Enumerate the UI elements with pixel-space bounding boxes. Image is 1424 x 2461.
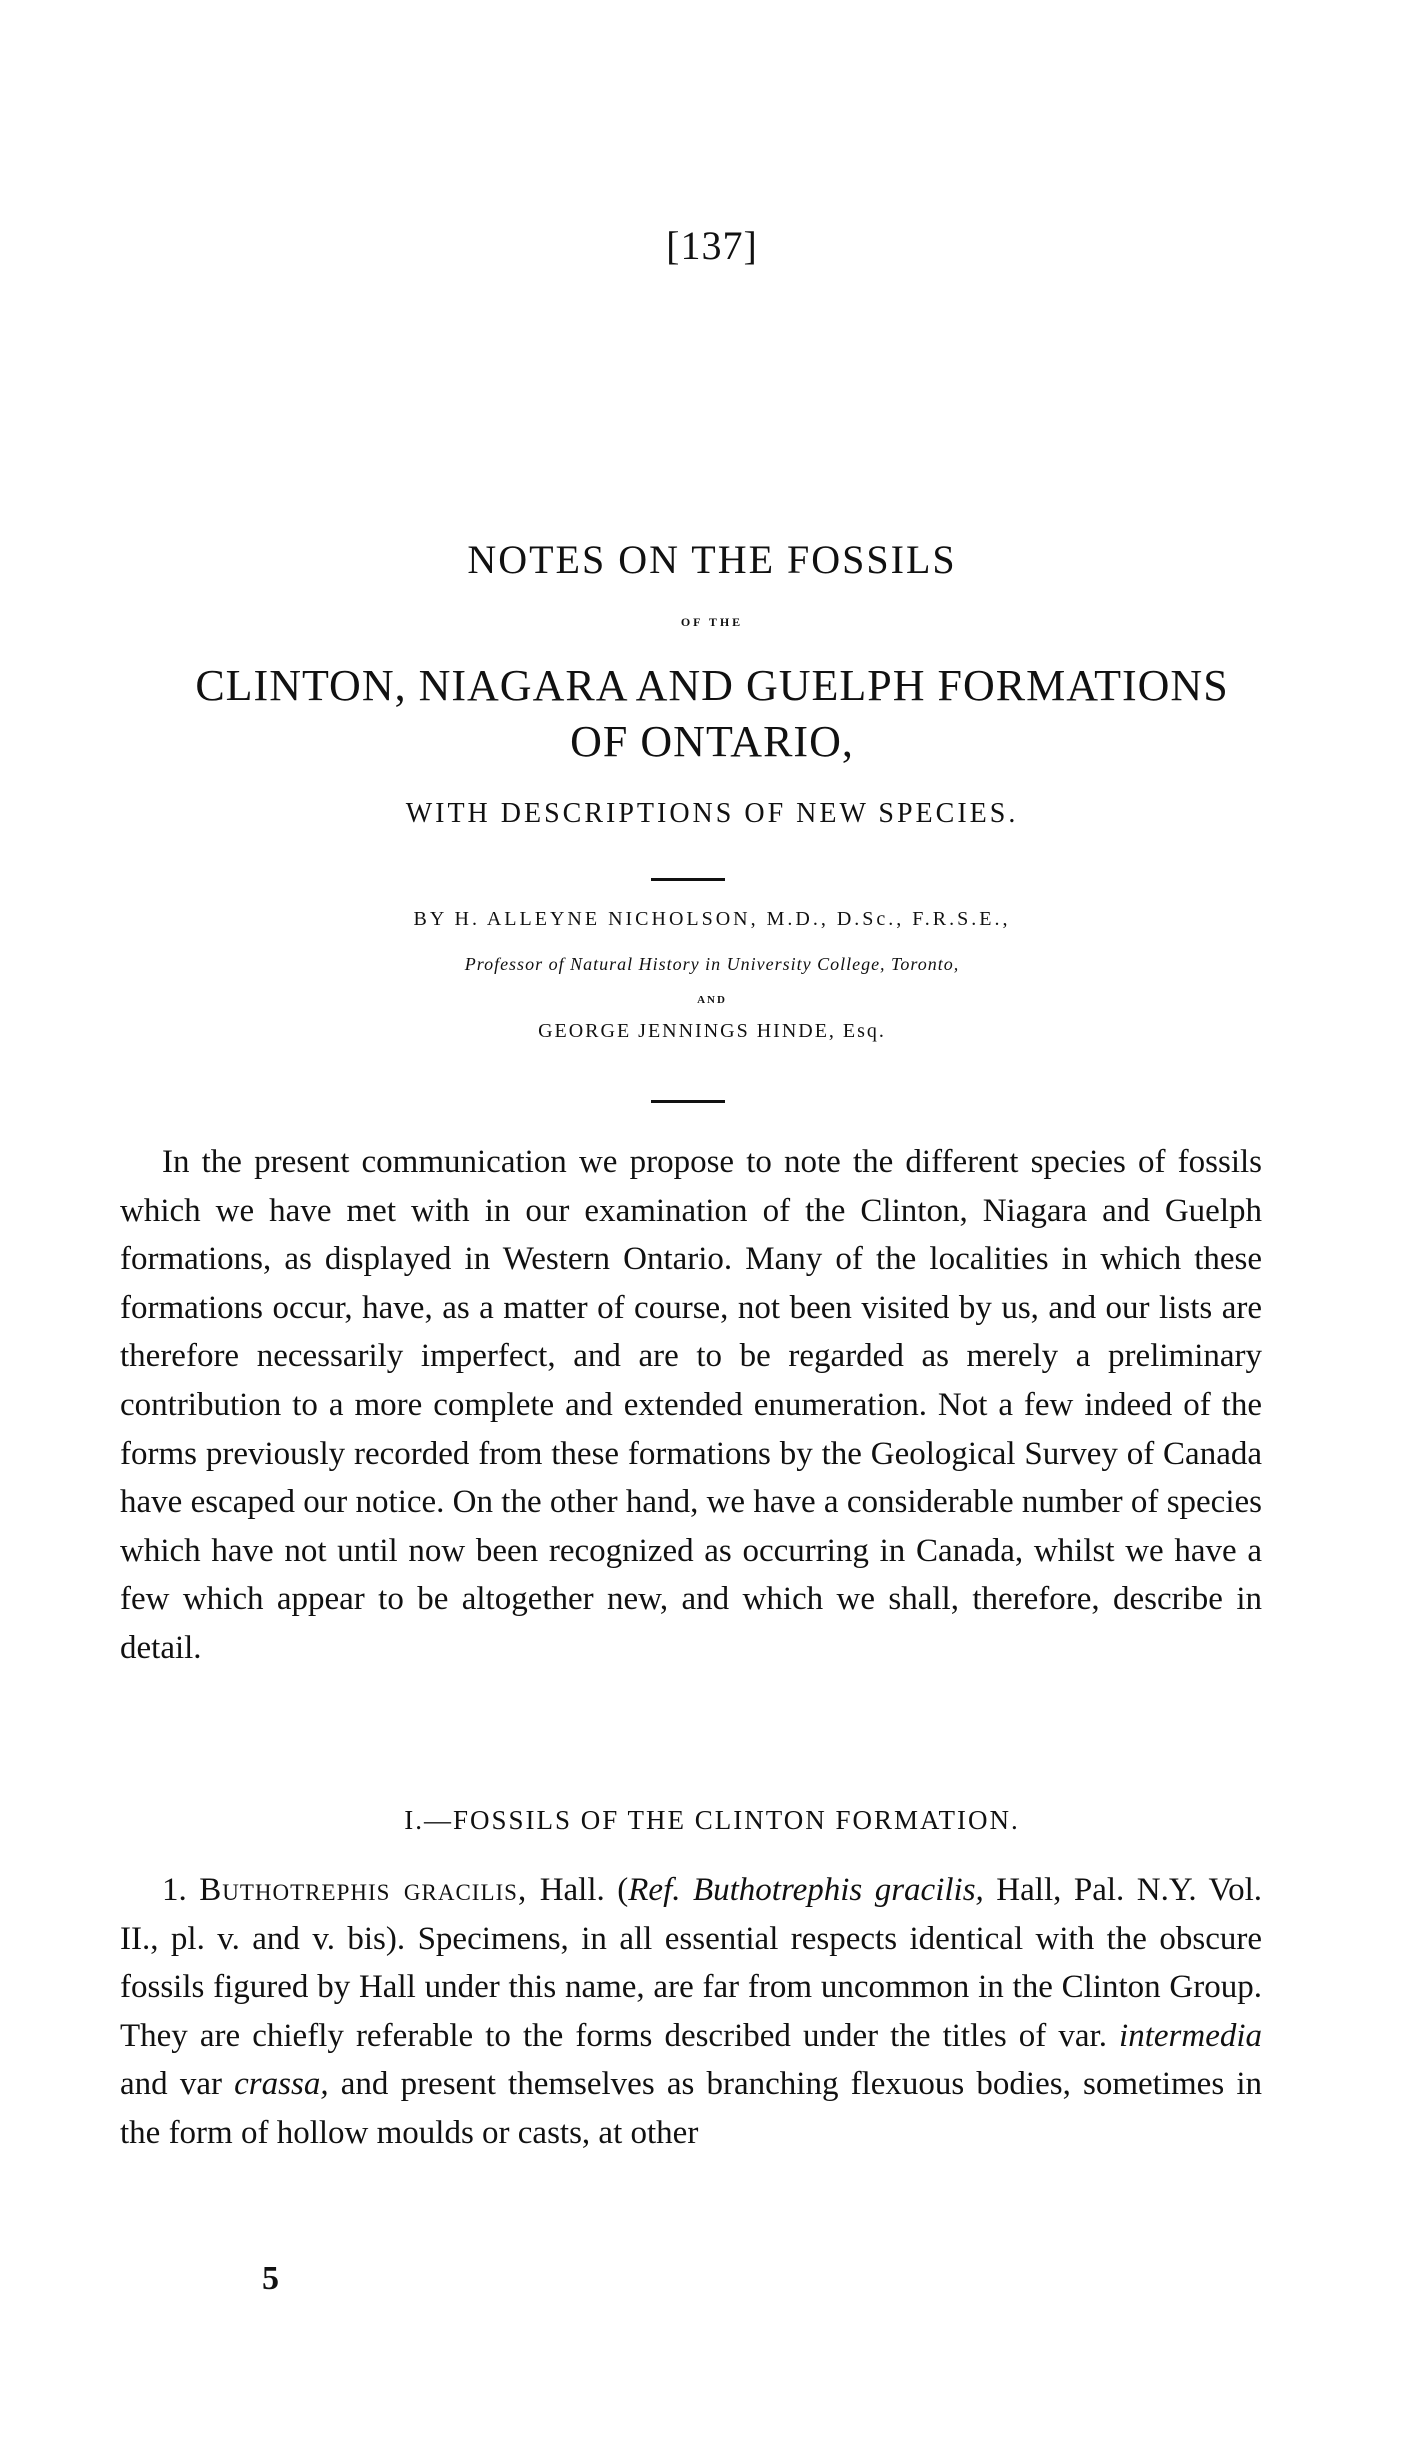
title-line-1: NOTES ON THE FOSSILS — [467, 537, 957, 582]
intro-paragraph: In the present communication we propose to note the different species of fossils which we have met with in our examination of the Clinton, Niagara and Guelph formations, as displayed in Western Ontario. Many of the localities in which these formations occur, have, as a matter of course, not been visited by us, and our lists are therefore necessarily imperfect, and are to be regarded as merely a preliminary contribution to a more complete and extended enumeration. Not a few indeed of the forms previously recorded from these formations by the Geological Survey of Canada have escaped our notice. On the other hand, we have a considerable number of species which have not until now been recognized as occurring in Canada, whilst we have a few which appear to be altogether new, and which we shall, therefore, describe in detail. — [120, 1144, 1262, 1666]
entry-reference: Hall, Pal. N.Y. Vol. II., pl. v. and v. bis). — [120, 1872, 1263, 1957]
divider-rule-bottom — [651, 1100, 725, 1103]
divider-rule-top — [651, 878, 725, 881]
author-and: AND — [697, 994, 727, 1006]
entry-body-1: Specimens, in all essential respects identical with the obscure fossils figured by Hall under this name, are far from uncommon in the Clinton Group. They are chiefly referable to the forms described under the titles of var. — [120, 1920, 1263, 2054]
second-author: GEORGE JENNINGS HINDE, Esq. — [538, 1020, 886, 1042]
entry-variety-2: crassa, — [234, 2066, 329, 2103]
entry-paragraph — [120, 1866, 1262, 2158]
title-line-3: OF ONTARIO, — [570, 717, 854, 766]
entry-variety-1: intermedia — [1119, 2017, 1263, 2054]
entry-number: 1. — [162, 1872, 187, 1908]
title-line-2: CLINTON, NIAGARA AND GUELPH FORMATIONS — [195, 661, 1229, 710]
entry-species-name: Buthotrephis gracilis, — [199, 1872, 528, 1908]
title-of-the: OF THE — [680, 615, 744, 629]
author-affiliation: Professor of Natural History in University College, Toronto, — [464, 954, 960, 974]
entry-ref-open: ( — [617, 1872, 629, 1908]
entry-body-2: and var — [120, 2066, 222, 2103]
entry-reference-italic: Ref. Buthotrephis gracilis, — [628, 1872, 984, 1908]
author-byline: BY H. ALLEYNE NICHOLSON, M.D., D.Sc., F.R.S.E., — [413, 908, 1011, 930]
section-heading: I.—FOSSILS OF THE CLINTON FORMATION. — [404, 1805, 1020, 1835]
signature-mark: 5 — [262, 2260, 279, 2297]
subtitle: WITH DESCRIPTIONS OF NEW SPECIES. — [405, 798, 1019, 829]
page-number: [137] — [666, 223, 758, 268]
entry-author: Hall. — [539, 1872, 605, 1908]
entry-body-3: and present themselves as branching flexuous bodies, sometimes in the form of hollow moulds or casts, at other — [120, 2066, 1263, 2151]
